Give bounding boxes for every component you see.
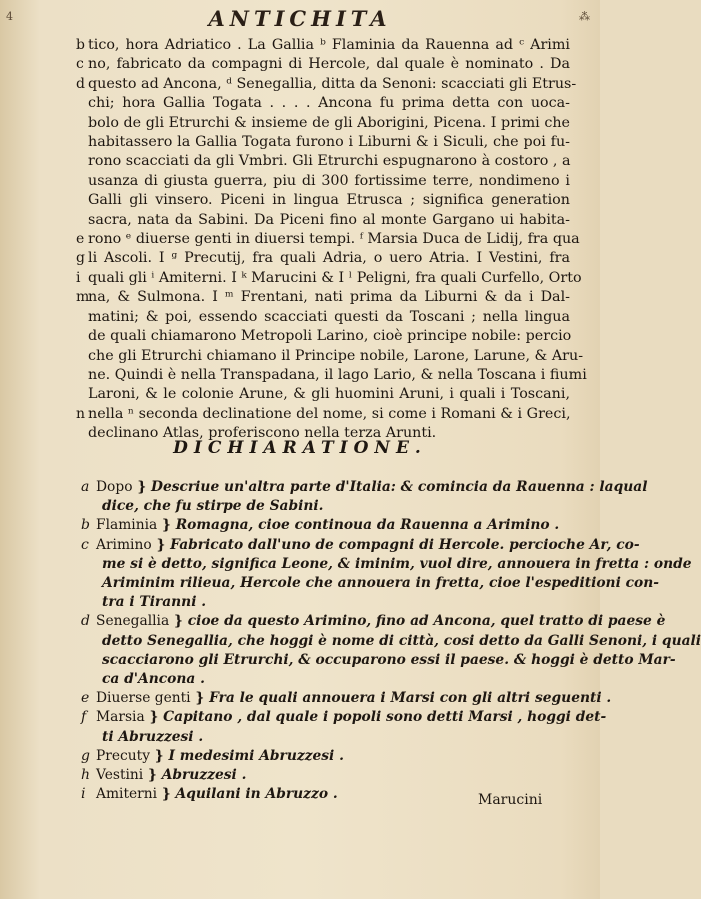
annotation-continuation: ti Abruzzesi .	[102, 728, 204, 745]
catchword: Marucini	[478, 792, 543, 808]
annotation-gloss: Fabricato dall'uno de compagni di Hercole. percioche Ar, co-	[170, 536, 640, 553]
annotation-term: Vestini	[96, 767, 144, 784]
annotations-block	[81, 478, 701, 804]
brace-glyph: }	[150, 747, 169, 764]
annotation-entry	[81, 516, 568, 535]
running-head: ANTICHITA	[208, 6, 392, 31]
annotation-continuation: Ariminim rilieua, Hercole che annouera in fretta, cioe l'espeditioni con-	[102, 575, 659, 592]
annotation-letter: g	[81, 747, 90, 764]
text-line	[76, 55, 570, 74]
text-line	[88, 191, 570, 210]
annotation-entry	[81, 612, 701, 689]
annotation-continuation: ca d'Ancona .	[102, 671, 205, 688]
margin-letter: d	[76, 75, 85, 92]
annotation-continuation: detto Senegallia, che hoggi è nome di città, cosi detto da Galli Senoni, i quali	[102, 632, 701, 649]
section-heading: DICHIARATIONE.	[173, 438, 427, 458]
text-line	[76, 75, 577, 94]
line-text: ne. Quindi è nella Transpadana, il lago Lario, & nella Toscana i fiumi	[88, 366, 587, 383]
annotation-continuation: scacciarono gli Etrurchi, & occuparono essi il paese. & hoggi è detto Mar-	[102, 651, 676, 668]
text-line	[88, 308, 570, 327]
annotation-letter: d	[81, 613, 90, 630]
annotation-letter: i	[81, 786, 86, 803]
annotation-term: Flaminia	[96, 517, 158, 534]
margin-letter: b	[76, 37, 85, 53]
annotation-gloss: Aquilani in Abruzzo .	[175, 786, 338, 803]
corner-mark: 4	[6, 10, 13, 23]
text-line	[76, 230, 580, 249]
page-ornament: ⁂	[579, 10, 590, 23]
line-text: nella ⁿ seconda declinatione del nome, si come i Romani & i Greci,	[88, 405, 571, 422]
text-line	[88, 366, 587, 385]
line-text: na, & Sulmona. I ᵐ Frentani, nati prima da Liburni & da i Dal-	[88, 289, 570, 306]
annotation-gloss: Fra le quali annouera i Marsi con gli altri seguenti .	[209, 690, 612, 707]
line-text: che gli Etrurchi chiamano il Principe nobile, Larone, Larune, & Aru-	[88, 347, 584, 364]
line-text: habitassero la Gallia Togata furono i Liburni & i Siculi, che poi fu-	[88, 134, 570, 151]
line-text: no, fabricato da compagni di Hercole, dal quale è nominato . Da	[88, 56, 570, 73]
line-text: bolo de gli Etrurchi & insieme de gli Aborigini, Picena. I primi che	[88, 114, 570, 131]
annotation-term: Senegallia	[96, 613, 170, 630]
line-text: Laroni, & le colonie Arune, & gli huomini Aruni, i quali i Toscani,	[88, 386, 570, 403]
annotation-term: Diuerse genti	[96, 690, 191, 707]
line-text: usanza di giusta guerra, piu di 300 fortissime terre, nondimeno i	[88, 172, 570, 189]
annotation-letter: f	[81, 709, 87, 726]
brace-glyph: }	[151, 536, 171, 553]
text-line	[76, 249, 570, 268]
text-line	[88, 133, 570, 152]
margin-letter: g	[76, 250, 85, 267]
annotation-gloss: Romagna, cioe continoua da Rauenna a Arimino .	[175, 517, 560, 534]
margin-letter: e	[76, 231, 85, 248]
annotation-letter: a	[81, 479, 90, 495]
line-text: tico, hora Adriatico . La Gallia ᵇ Flaminia da Rauenna ad ᶜ Arimi	[88, 37, 570, 53]
text-line	[88, 152, 570, 171]
brace-glyph: }	[190, 690, 210, 707]
annotation-continuation: dice, che fu stirpe de Sabini.	[102, 498, 324, 515]
line-text: de quali chiamarono Metropoli Larino, cioè principe nobile: percio	[88, 328, 572, 345]
line-text: declinano Atlas, proferiscono nella terza Arunti.	[88, 425, 437, 442]
annotation-gloss: Abruzzesi .	[161, 767, 247, 784]
text-line	[88, 385, 570, 404]
text-line	[88, 114, 570, 133]
annotation-entry	[81, 747, 568, 766]
line-text: sacra, nata da Sabini. Da Piceni fino al monte Gargano ui habita-	[88, 211, 570, 228]
text-line	[88, 327, 570, 346]
line-text: matini; & poi, essendo scacciati questi da Toscani ; nella lingua	[88, 308, 570, 325]
line-text: quali gli ⁱ Amiterni. I ᵏ Marucini & I ˡ Peligni, fra quali Curfello, Orto	[88, 269, 582, 286]
annotation-gloss: cioe da questo Arimino, fino ad Ancona, quel tratto di paese è	[187, 613, 666, 630]
text-line	[76, 288, 570, 307]
brace-glyph: }	[157, 517, 176, 534]
annotation-term: Precuty	[96, 747, 150, 764]
line-text: questo ad Ancona, ᵈ Senegallia, ditta da Senoni: scacciati gli Etrus-	[88, 75, 577, 92]
annotation-term: Amiterni	[96, 786, 158, 803]
margin-letter: n	[76, 405, 86, 422]
annotation-entry	[81, 766, 568, 785]
main-text-block	[76, 36, 587, 444]
annotation-gloss: Capitano , dal quale i popoli sono detti Marsi , hoggi det-	[163, 709, 607, 726]
annotation-term: Arimino	[96, 536, 152, 553]
text-line	[88, 347, 584, 366]
text-line	[88, 172, 570, 191]
annotation-entry	[81, 708, 607, 746]
brace-glyph: }	[157, 786, 176, 803]
annotation-term: Dopo	[96, 479, 133, 495]
line-text: li Ascoli. I ᵍ Precutij, fra quali Adria, o uero Atria. I Vestini, fra	[88, 250, 570, 267]
text-line	[76, 405, 571, 424]
annotation-entry	[81, 536, 692, 613]
annotation-entry	[81, 689, 612, 708]
brace-glyph: }	[169, 613, 188, 630]
brace-glyph: }	[144, 709, 164, 726]
margin-letter: c	[76, 56, 84, 73]
annotation-entry	[81, 478, 648, 516]
annotation-letter: b	[81, 517, 90, 534]
annotation-term: Marsia	[96, 709, 145, 726]
annotation-letter: h	[81, 767, 91, 784]
text-line	[88, 211, 570, 230]
line-text: rono ᵉ diuerse genti in diuersi tempi. ᶠ Marsia Duca de Lidij, fra qua	[88, 231, 580, 248]
annotation-letter: e	[81, 690, 90, 707]
margin-letter: i	[76, 269, 81, 286]
line-text: rono scacciati da gli Vmbri. Gli Etrurchi espugnarono à costoro , a	[88, 153, 571, 170]
line-text: Galli gli vinsero. Piceni in lingua Etrusca ; significa generation	[88, 192, 570, 209]
annotation-continuation: me si è detto, significa Leone, & iminim, vuol dire, annouera in fretta : onde	[102, 555, 692, 572]
line-text: chi; hora Gallia Togata . . . . Ancona fu prima detta con uoca-	[88, 95, 570, 112]
margin-letter: m	[76, 289, 90, 306]
annotation-gloss: Descriue un'altra parte d'Italia: & comincia da Rauenna : laqual	[151, 479, 648, 495]
annotation-continuation: tra i Tiranni .	[102, 594, 207, 611]
text-line	[88, 94, 570, 113]
annotation-letter: c	[81, 536, 89, 553]
brace-glyph: }	[132, 479, 151, 495]
brace-glyph: }	[143, 767, 162, 784]
annotation-gloss: I medesimi Abruzzesi .	[168, 747, 344, 764]
text-line	[76, 269, 582, 288]
text-line	[76, 36, 570, 55]
